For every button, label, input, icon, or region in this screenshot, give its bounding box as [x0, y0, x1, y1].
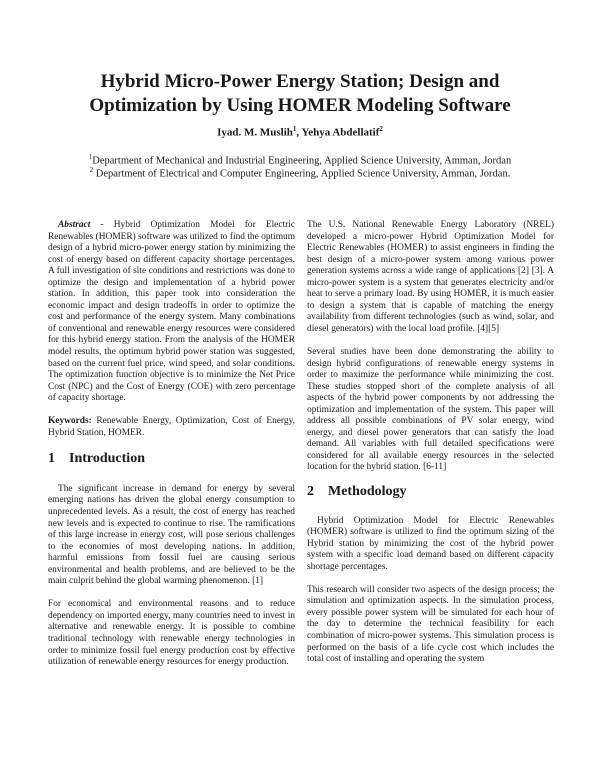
section-number: 2 — [307, 483, 314, 499]
title-line-1: Hybrid Micro-Power Energy Station; Design and — [100, 71, 500, 92]
affiliation-1 — [0, 153, 600, 167]
title-line-2: Optimization by Using HOMER Modeling Software — [89, 95, 511, 116]
author-separator: , — [296, 126, 302, 139]
method-paragraph-2: This research will consider two aspects of the design process; the simulation and optimization aspects. In the simulation process, every possible power system will be simulated for each hour of the day to determine the technical feasibility for each combination of micro-power systems. This simulation process is performed on the basis of a life cycle cost which includes the total cost of installing and operating the system — [307, 584, 554, 665]
keywords-text: Renewable Energy, Optimization, Cost of Energy, Hybrid Station, HOMER. — [48, 416, 295, 438]
abstract — [48, 220, 295, 405]
affiliation-2 — [0, 166, 600, 180]
abstract-text: Hybrid Optimization Model for Electric Renewables (HOMER) software was utilized to find the optimum design of a hybrid micro-power energy station by minimizing the cost of energy based on different capacity shortage percentages. A full investigation of site conditions and restrictions was done to optimize the design and implementation of a hybrid power station. In addition, this paper took into consideration the economic impact and design tradeoffs in order to optimize the cost and performance of the energy system. Many combinations of conventional and renewable energy resources were considered for this hybrid energy station. From the analysis of the HOMER model results, the optimum hybrid power station was suggested, based on the current fuel price, wind speed, and solar conditions. The optimization function objective is to minimize the Net Price Cost (NPC) and the Cost of Energy (COE) with zero percentage of capacity shortage. — [48, 220, 295, 404]
author-name: Yehya Abdellatif — [301, 126, 380, 139]
author-affiliation-mark: 1 — [292, 125, 297, 133]
author-affiliation-mark: 2 — [379, 125, 383, 133]
affiliation-text: Department of Mechanical and Industrial Engineering, Applied Science University, Amman, Jordan — [92, 155, 512, 167]
left-column — [48, 220, 295, 680]
section-title: Introduction — [69, 451, 145, 467]
keywords-label: Keywords: — [48, 416, 92, 427]
intro-paragraph-1: The significant increase in demand for energy by several emerging nations has driven the global energy consumption to unprecedented levels. As a result, the cost of energy has reached new levels and is expected to continue to rise. The ramifications of this large increase in energy cost, will pose serious challenges to the economies of most developing nations. In addition, harmful emissions from fossil fuel are causing serious environmental and health problems, and are believed to be the main culprit behind the global warming phenomenon. [1] — [48, 483, 295, 587]
section-number: 1 — [48, 451, 55, 467]
section-title: Methodology — [328, 483, 407, 499]
author-list — [0, 125, 600, 139]
affiliation-text: Department of Electrical and Computer Engineering, Applied Science University, Amman, Jordan. — [93, 168, 511, 180]
author-name: Iyad. M. Muslih — [217, 126, 293, 139]
abstract-label: Abstract - — [58, 220, 104, 230]
intro-paragraph-2: For economical and environmental reasons and to reduce dependency on imported energy, many countries need to invest in alternative and renewable energy. It is possible to combine traditional technology with renewable energy technologies in order to minimize fossil fuel energy production cost by effective utilization of renewable energy resources for energy production. — [48, 599, 295, 668]
affiliation-mark: 2 — [89, 166, 94, 174]
intro-paragraph-4: Several studies have been done demonstrating the ability to design hybrid configurations of renewable energy systems in order to maximize the performance while minimizing the cost. These studies stopped short of the complete analysis of all aspects of the hybrid power components by not addressing the optimization and implementation of the system. This paper will address all possible combinations of PV solar energy, wind energy, and diesel power generators that can satisfy the load demand. All variables with full detailed specifications were considered for all available energy resources in the selected location for the hybrid station. [6-11] — [307, 346, 554, 473]
right-column — [307, 220, 554, 677]
method-paragraph-1: Hybrid Optimization Model for Electric Renewables (HOMER) software is utilized to find the optimum sizing of the Hybrid station by minimizing the cost of the hybrid power system with a specific load demand based on different capacity shortage percentages. — [307, 515, 554, 572]
paper-title — [40, 70, 560, 118]
intro-paragraph-3: The U.S. National Renewable Energy Laboratory (NREL) developed a micro-power Hybrid Optimization Model for Electric Renewables (HOMER) to assist engineers in finding the best design of a micro-power system among various power generation systems across a wide range of applications [2] [3]. A micro-power system is a system that generates electricity and/or heat to serve a primary load. By using HOMER, it is much easier to design a system that is capable of matching the energy availability from different technologies (such as wind, solar, and diesel generators) with the local load profile. [4][5] — [307, 220, 554, 334]
affiliation-mark: 1 — [88, 153, 93, 161]
keywords — [48, 416, 295, 439]
section-heading-methodology — [307, 483, 554, 499]
section-heading-introduction — [48, 453, 295, 465]
